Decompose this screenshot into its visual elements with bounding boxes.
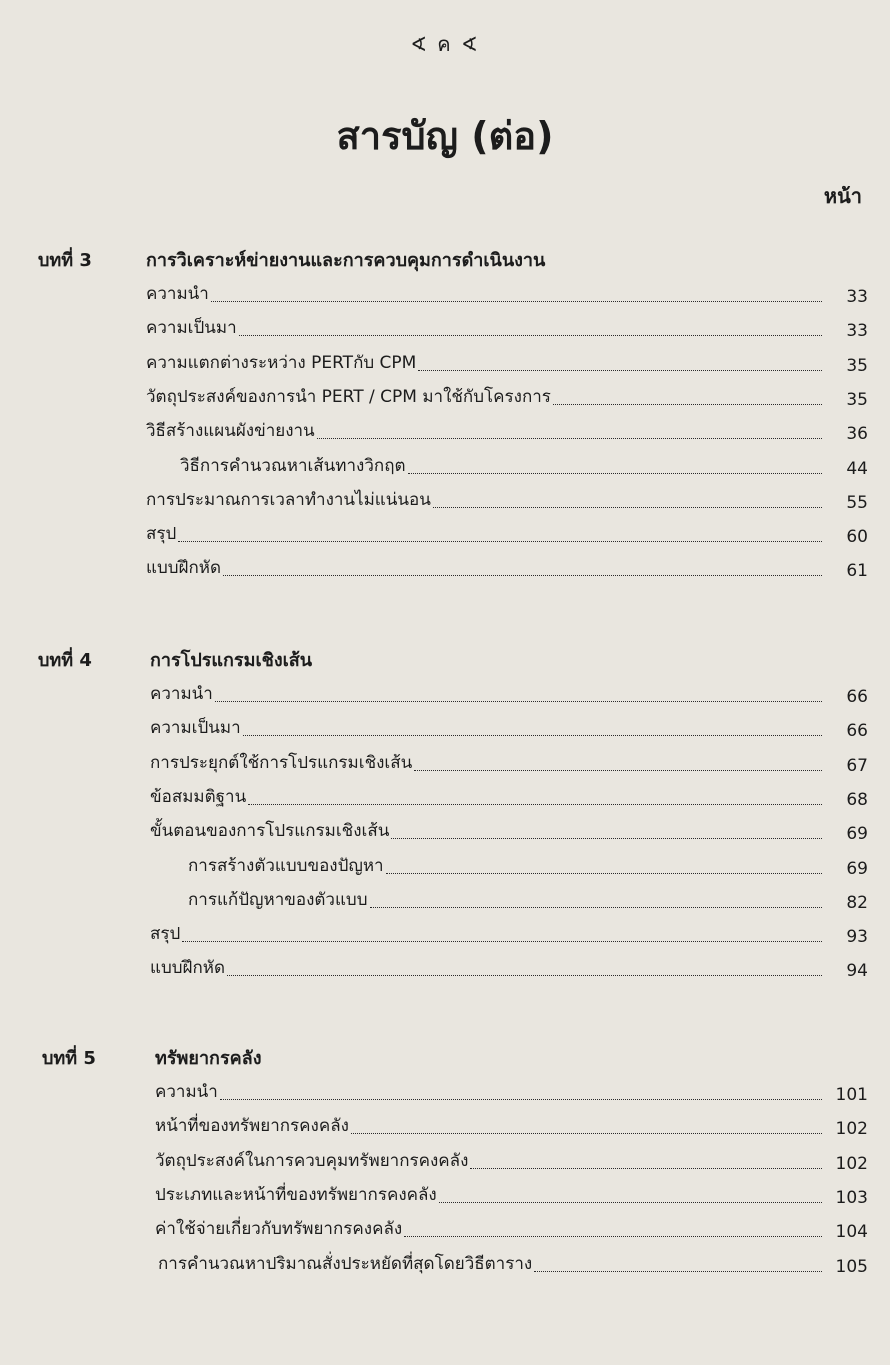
toc-entry-page: 102 bbox=[835, 1119, 868, 1140]
toc-entry-label: ความนำ bbox=[155, 1082, 218, 1102]
toc-entry bbox=[158, 1243, 868, 1277]
toc-entry-label: ความเป็นมา bbox=[150, 718, 241, 739]
toc-entry-label: หน้าที่ของทรัพยากรคงคลัง bbox=[155, 1116, 349, 1137]
page-title: สารบัญ (ต่อ) bbox=[336, 114, 554, 158]
toc-entry-page: 35 bbox=[846, 389, 868, 410]
toc-entry-page: 104 bbox=[835, 1222, 868, 1243]
toc-entry-label: ข้อสมมติฐาน bbox=[150, 786, 247, 807]
dot-leader bbox=[215, 701, 822, 702]
dot-leader bbox=[178, 541, 822, 542]
toc-entry-page: 101 bbox=[835, 1085, 868, 1105]
toc-entry bbox=[150, 810, 868, 844]
toc-entry-label: ขั้นตอนของการโปรแกรมเชิงเส้น bbox=[150, 821, 390, 842]
dot-leader bbox=[239, 335, 822, 336]
chapter-title: การวิเคราะห์ข่ายงานและการควบคุมการดำเนินงาน bbox=[146, 250, 546, 271]
page-column-label: หน้า bbox=[823, 184, 862, 208]
toc-entry-label: สรุป bbox=[150, 924, 181, 945]
dot-leader bbox=[534, 1271, 822, 1272]
toc-entry-label: ประเภทและหน้าที่ของทรัพยากรคงคลัง bbox=[155, 1184, 437, 1205]
toc-entry-page: 61 bbox=[846, 561, 868, 582]
dot-leader bbox=[433, 507, 822, 508]
toc-entry-label: แบบฝึกหัด bbox=[150, 958, 226, 979]
dot-leader bbox=[248, 804, 822, 805]
toc-entry-page: 105 bbox=[835, 1256, 868, 1277]
dot-leader bbox=[317, 438, 822, 439]
toc-entry bbox=[146, 376, 868, 410]
toc-entry-label: วัตถุประสงค์ในการควบคุมทรัพยากรคงคลัง bbox=[155, 1150, 469, 1171]
toc-entry-page: 44 bbox=[846, 458, 868, 479]
dot-leader bbox=[227, 975, 822, 976]
toc-entry-page: 66 bbox=[846, 687, 868, 707]
toc-entry bbox=[150, 742, 868, 776]
toc-entry-label: ความแตกต่างระหว่าง PERTกับ CPM bbox=[146, 352, 417, 373]
toc-entry bbox=[150, 913, 868, 947]
dot-leader bbox=[414, 770, 822, 771]
toc-entry-page: 69 bbox=[846, 858, 868, 879]
toc-entry bbox=[155, 1208, 868, 1242]
toc-entry-page: 103 bbox=[835, 1187, 868, 1208]
toc-entry bbox=[180, 445, 868, 479]
toc-entry-page: 66 bbox=[846, 721, 868, 742]
toc-entry-label: ความเป็นมา bbox=[146, 318, 237, 339]
dot-leader bbox=[243, 735, 822, 736]
toc-entry bbox=[150, 776, 868, 810]
toc-entry-page: 102 bbox=[835, 1153, 868, 1174]
toc-entry-page: 67 bbox=[846, 755, 868, 776]
page-number: ∢ ค ∢ bbox=[410, 32, 480, 56]
toc-entry-label: ค่าใช้จ่ายเกี่ยวกับทรัพยากรคงคลัง bbox=[155, 1219, 403, 1240]
toc-entry bbox=[146, 479, 868, 513]
toc-entry-page: 55 bbox=[846, 492, 868, 513]
dot-leader bbox=[223, 575, 822, 576]
toc-entry-page: 82 bbox=[846, 892, 868, 913]
toc-entry-label: การคำนวณหาปริมาณสั่งประหยัดที่สุดโดยวิธีตาราง bbox=[158, 1253, 533, 1274]
toc-entry-page: 93 bbox=[846, 927, 868, 948]
toc-entry-page: 68 bbox=[846, 789, 868, 810]
toc-entry bbox=[188, 879, 868, 913]
toc-entry bbox=[150, 947, 868, 981]
dot-leader bbox=[391, 838, 822, 839]
toc-entry bbox=[150, 707, 868, 741]
toc-entry bbox=[146, 547, 868, 581]
dot-leader bbox=[408, 473, 822, 474]
toc-entry-page: 94 bbox=[846, 961, 868, 982]
toc-entry bbox=[150, 673, 868, 707]
chapter-number: บทที่ 5 bbox=[42, 1048, 96, 1069]
dot-leader bbox=[386, 873, 822, 874]
toc-entry-page: 33 bbox=[846, 321, 868, 342]
toc-entry-label: วิธีการคำนวณหาเส้นทางวิกฤต bbox=[180, 455, 406, 476]
dot-leader bbox=[553, 404, 822, 405]
toc-entry bbox=[188, 845, 868, 879]
dot-leader bbox=[418, 370, 822, 371]
dot-leader bbox=[470, 1168, 822, 1169]
toc-entry-page: 60 bbox=[846, 527, 868, 548]
toc-entry bbox=[155, 1174, 868, 1208]
toc-entry-label: สรุป bbox=[146, 524, 177, 545]
dot-leader bbox=[439, 1202, 822, 1203]
toc-entry bbox=[146, 513, 868, 547]
toc-entry-label: ความนำ bbox=[146, 284, 209, 304]
toc-entry bbox=[146, 273, 868, 307]
dot-leader bbox=[370, 907, 822, 908]
toc-entry-label: การแก้ปัญหาของตัวแบบ bbox=[188, 889, 368, 910]
dot-leader bbox=[220, 1099, 822, 1100]
dot-leader bbox=[404, 1236, 822, 1237]
toc-entry-label: การสร้างตัวแบบของปัญหา bbox=[188, 855, 384, 876]
dot-leader bbox=[211, 301, 822, 302]
toc-entry-page: 36 bbox=[846, 424, 868, 445]
toc-entry bbox=[146, 410, 868, 444]
chapter-number: บทที่ 4 bbox=[38, 650, 92, 671]
chapter-number: บทที่ 3 bbox=[38, 250, 92, 271]
toc-entry-page: 33 bbox=[846, 287, 868, 307]
toc-entry-label: แบบฝึกหัด bbox=[146, 558, 222, 579]
toc-entry-label: การประยุกต์ใช้การโปรแกรมเชิงเส้น bbox=[150, 752, 413, 773]
toc-entry bbox=[155, 1071, 868, 1105]
toc-entry-page: 69 bbox=[846, 824, 868, 845]
toc-entry bbox=[146, 307, 868, 341]
toc-entry-page: 35 bbox=[846, 355, 868, 376]
chapter-title: การโปรแกรมเชิงเส้น bbox=[150, 650, 313, 671]
toc-entry-label: วัตถุประสงค์ของการนำ PERT / CPM มาใช้กับโครงการ bbox=[146, 386, 551, 407]
toc-entry bbox=[155, 1105, 868, 1139]
dot-leader bbox=[351, 1133, 822, 1134]
toc-entry-label: การประมาณการเวลาทำงานไม่แน่นอน bbox=[146, 489, 431, 510]
dot-leader bbox=[182, 941, 822, 942]
toc-entry-label: ความนำ bbox=[150, 684, 213, 704]
toc-entry bbox=[155, 1140, 868, 1174]
toc-entry bbox=[146, 342, 868, 376]
toc-entry-label: วิธีสร้างแผนผังข่ายงาน bbox=[146, 421, 315, 442]
chapter-title: ทรัพยากรคลัง bbox=[155, 1048, 262, 1069]
